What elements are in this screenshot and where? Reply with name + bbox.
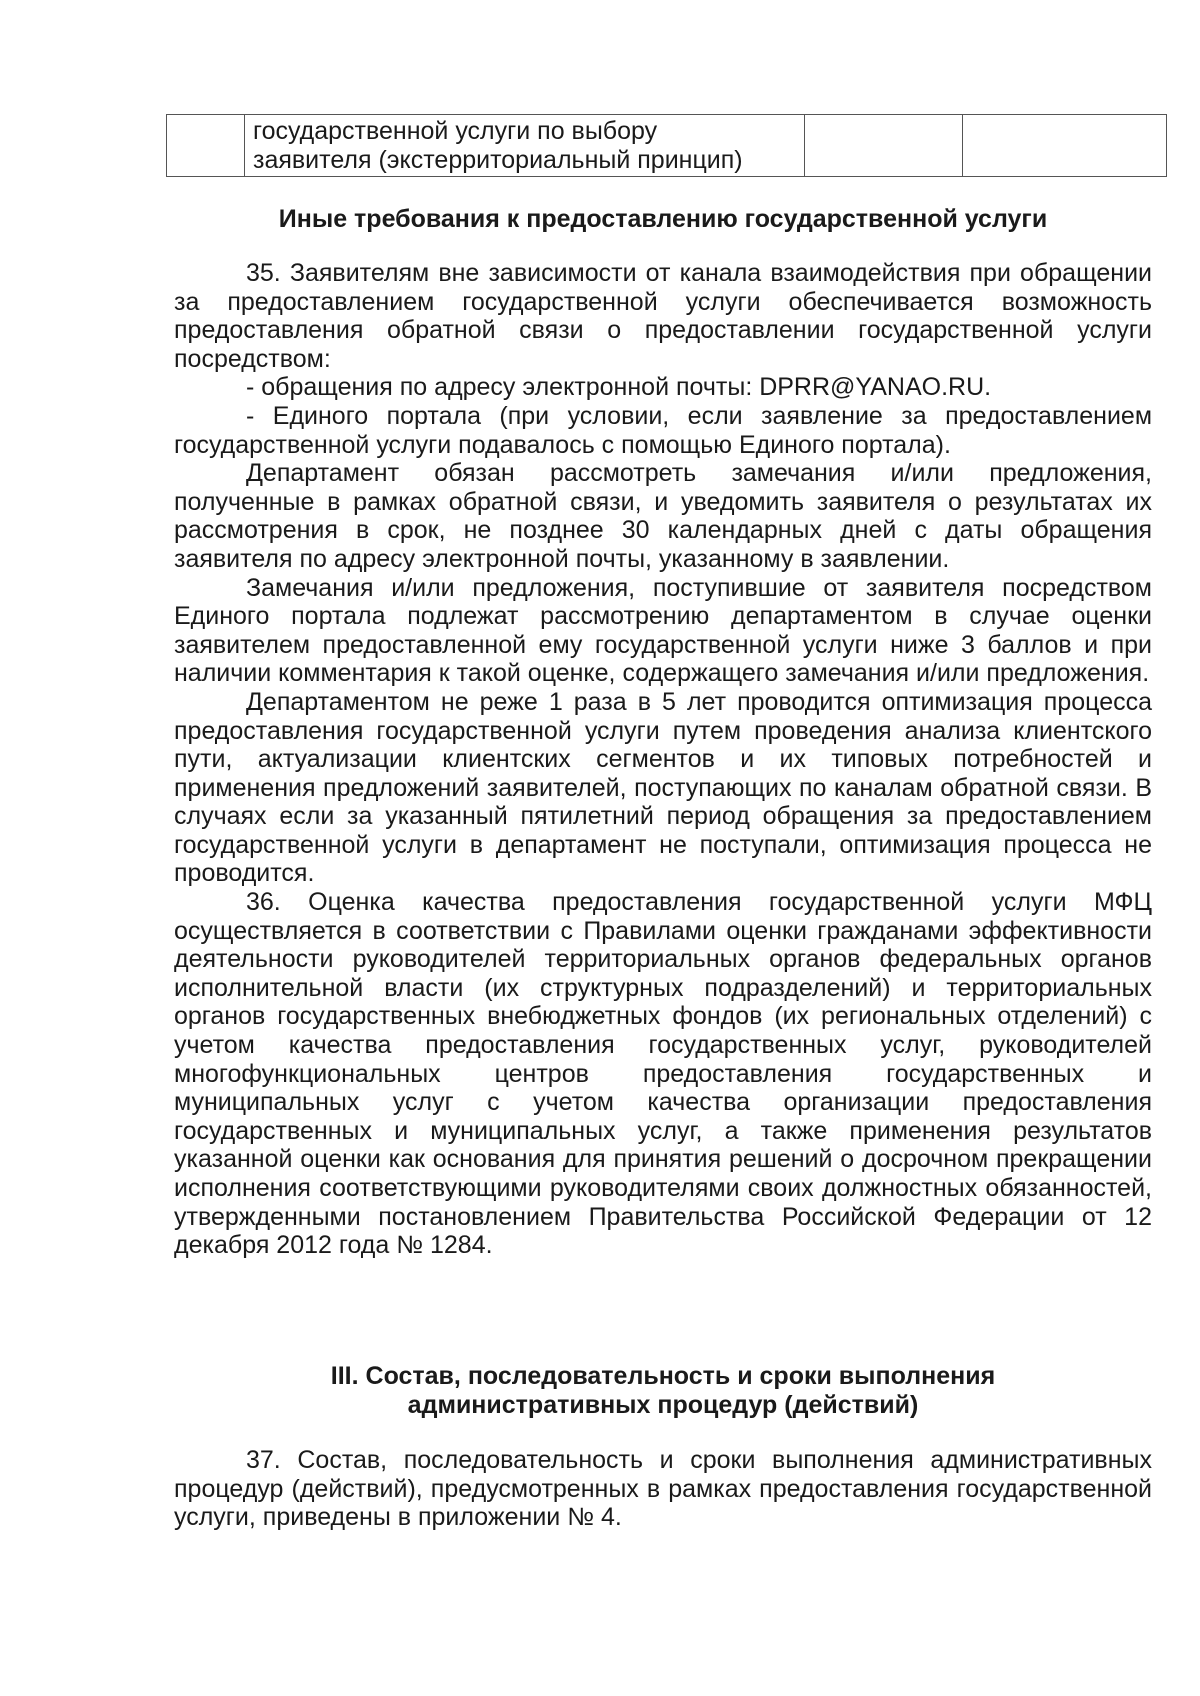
paragraph-optimization: Департаментом не реже 1 раза в 5 лет проводится оптимизация процесса предоставления государственной услуги путем проведения анализа клиентского пути, актуализации клиентских сегментов и их типовых потребностей и применения предложений заявителей, поступающих по каналам обратной связи. В случаях если за указанный пятилетний период обращения за предоставлением государственной услуги в департамент не поступали, оптимизация процесса не проводится.: [174, 687, 1152, 888]
section-heading-other-requirements: Иные требования к предоставлению государственной услуги: [278, 205, 1048, 233]
paragraph-36: 36. Оценка качества предоставления государственной услуги МФЦ осуществляется в соответствии с Правилами оценки гражданами эффективности деятельности руководителей территориальных органов федеральных органов исполнительной власти (их структурных подразделений) и территориальных органов государственных внебюджетных фондов (их региональных отделений) с учетом качества предоставления государственных услуг, руководителей многофункциональных центров предоставления государственных и муниципальных услуг с учетом качества организации предоставления государственных и муниципальных услуг, а также применения результатов указанной оценки как основания для принятия решений о досрочном прекращении исполнения соответствующими руководителями своих должностных обязанностей, утвержденными постановлением Правительства Российской Федерации от 12 декабря 2012 года № 1284.: [174, 888, 1152, 1260]
section-heading-iii: III. Состав, последовательность и сроки выполнения административных процедур (действий): [330, 1362, 996, 1419]
table-cell-description: государственной услуги по выбору заявителя (экстерриториальный принцип): [245, 115, 805, 177]
paragraph-portal-remarks: Замечания и/или предложения, поступившие от заявителя посредством Единого портала подлежат рассмотрению департаментом в случае оценки заявителем предоставленной ему государственной услуги ниже 3 баллов и при наличии комментария к такой оценке, содержащего замечания и/или предложения.: [174, 573, 1152, 688]
table-cell-empty: [963, 115, 1167, 177]
paragraph-email-channel: - обращения по адресу электронной почты: DPRR@YANAO.RU.: [246, 373, 992, 402]
service-table-fragment: [166, 114, 1167, 177]
section-body-iii: [174, 1446, 1152, 1532]
table-row: [167, 115, 1167, 177]
paragraph-department-obligation: Департамент обязан рассмотреть замечания и/или предложения, полученные в рамках обратной связи, и уведомить заявителя о результатах их рассмотрения в срок, не позднее 30 календарных дней с даты обращения заявителя по адресу электронной почты, указанному в заявлении.: [174, 459, 1152, 573]
paragraph-35: 35. Заявителям вне зависимости от канала взаимодействия при обращении за предоставлением государственной услуги обеспечивается возможность предоставления обратной связи о предоставлении государственной услуги посредством:: [174, 259, 1152, 373]
table-cell-number: [167, 115, 245, 177]
paragraph-37: 37. Состав, последовательность и сроки выполнения административных процедур (действий), предусмотренных в рамках предоставления государственной услуги, приведены в приложении № 4.: [174, 1446, 1152, 1532]
paragraph-portal-channel: - Единого портала (при условии, если заявление за предоставлением государственной услуги подавалось с помощью Единого портала).: [174, 401, 1152, 459]
section-body-other-requirements: [174, 259, 1152, 1260]
table-cell-empty: [805, 115, 963, 177]
